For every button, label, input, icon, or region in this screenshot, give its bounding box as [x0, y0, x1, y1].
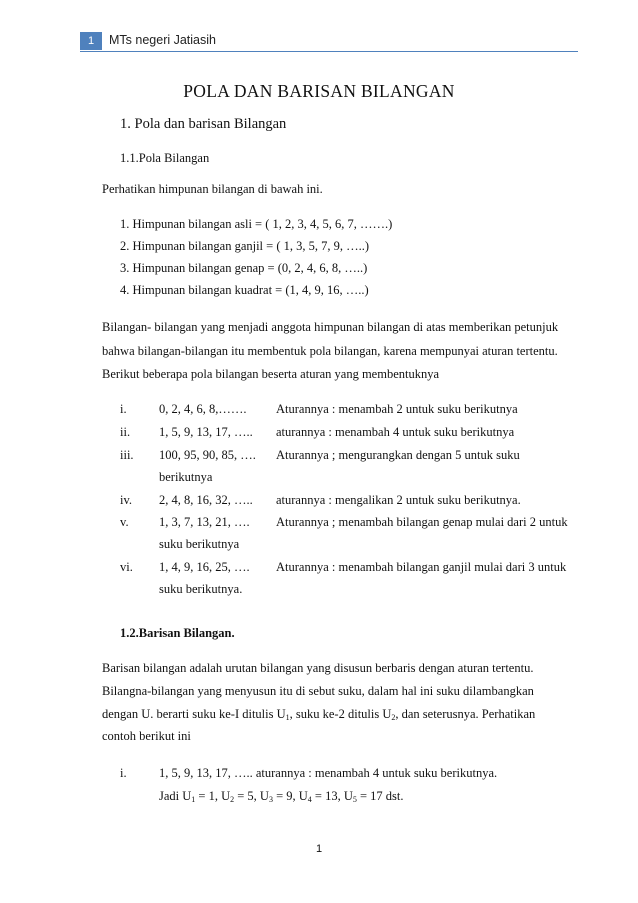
subsection-heading-1-1: 1.1.Pola Bilangan — [120, 151, 210, 165]
page-header — [0, 29, 638, 51]
set-list-item: 3. Himpunan bilangan genap = (0, 2, 4, 6, 8, …..) — [120, 261, 368, 275]
pattern-rule-continuation: berikutnya — [159, 470, 213, 484]
section-heading-1: 1. Pola dan barisan Bilangan — [120, 116, 287, 132]
subsection-heading-1-2: 1.2.Barisan Bilangan. — [120, 626, 235, 640]
pattern-rule: Aturannya : menambah 2 untuk suku berikutnya — [276, 402, 518, 416]
example-text: 1, 5, 9, 13, 17, ….. aturannya : menambah 4 untuk suku berikutnya. — [159, 766, 498, 780]
footer-page-number: 1 — [315, 843, 323, 855]
pattern-number: iv. — [120, 493, 133, 507]
set-list-item: 4. Himpunan bilangan kuadrat = (1, 4, 9, 16, …..) — [120, 283, 369, 297]
pattern-sequence: 0, 2, 4, 6, 8,……. — [159, 402, 247, 416]
paragraph-line: Bilangna-bilangan yang menyusun itu di sebut suku, dalam hal ini suku dilambangkan — [102, 684, 534, 698]
header-rule — [80, 51, 578, 52]
pattern-rule-continuation: suku berikutnya — [159, 537, 240, 551]
example-number: i. — [120, 766, 127, 780]
pattern-number: v. — [120, 515, 129, 529]
paragraph-line: Barisan bilangan adalah urutan bilangan yang disusun berbaris dengan aturan tertentu. — [102, 661, 534, 675]
paragraph-line: dengan U. berarti suku ke-I ditulis $U_1$, suku ke-2 ditulis $U_2$, dan seterusnya. Perhatikan — [102, 707, 536, 722]
paragraph-line: bahwa bilangan-bilangan itu membentuk pola bilangan, karena mempunyai aturan tertentu. — [102, 344, 558, 358]
pattern-sequence: 1, 3, 7, 13, 21, …. — [159, 515, 250, 529]
paragraph-line: Bilangan- bilangan yang menjadi anggota himpunan bilangan di atas memberikan petunjuk — [102, 320, 559, 334]
header-school-name: MTs negeri Jatiasih — [109, 33, 216, 47]
paragraph-line: Berikut beberapa pola bilangan beserta aturan yang membentuknya — [102, 367, 440, 381]
example-terms: Jadi $U_1 = 1$, $U_2 = 5$, $U_3 = 9$, $U_4 = 13$, $U_5 = 17$ dst. — [159, 789, 404, 804]
pattern-number: vi. — [120, 560, 133, 574]
pattern-rule: Aturannya : menambah bilangan ganjil mulai dari 3 untuk — [276, 560, 567, 574]
pattern-sequence: 100, 95, 90, 85, …. — [159, 448, 256, 462]
paragraph-line: contoh berikut ini — [102, 729, 191, 743]
pattern-rule: aturannya : menambah 4 untuk suku berikutnya — [276, 425, 515, 439]
pattern-number: i. — [120, 402, 127, 416]
pattern-rule-continuation: suku berikutnya. — [159, 582, 243, 596]
document-title: POLA DAN BARISAN BILANGAN — [183, 81, 455, 101]
pattern-number: ii. — [120, 425, 131, 439]
header-page-number: 1 — [80, 32, 102, 50]
pattern-sequence: 1, 4, 9, 16, 25, …. — [159, 560, 250, 574]
set-list-item: 1. Himpunan bilangan asli = ( 1, 2, 3, 4, 5, 6, 7, …….) — [120, 217, 393, 231]
pattern-rule: aturannya : mengalikan 2 untuk suku berikutnya. — [276, 493, 521, 507]
pattern-rule: Aturannya ; mengurangkan dengan 5 untuk suku — [276, 448, 520, 462]
pattern-rule: Aturannya ; menambah bilangan genap mulai dari 2 untuk — [276, 515, 568, 529]
pattern-number: iii. — [120, 448, 134, 462]
pattern-sequence: 2, 4, 8, 16, 32, ….. — [159, 493, 253, 507]
intro-paragraph: Perhatikan himpunan bilangan di bawah ini. — [102, 182, 323, 196]
pattern-sequence: 1, 5, 9, 13, 17, ….. — [159, 425, 253, 439]
set-list-item: 2. Himpunan bilangan ganjil = ( 1, 3, 5, 7, 9, …..) — [120, 239, 370, 253]
